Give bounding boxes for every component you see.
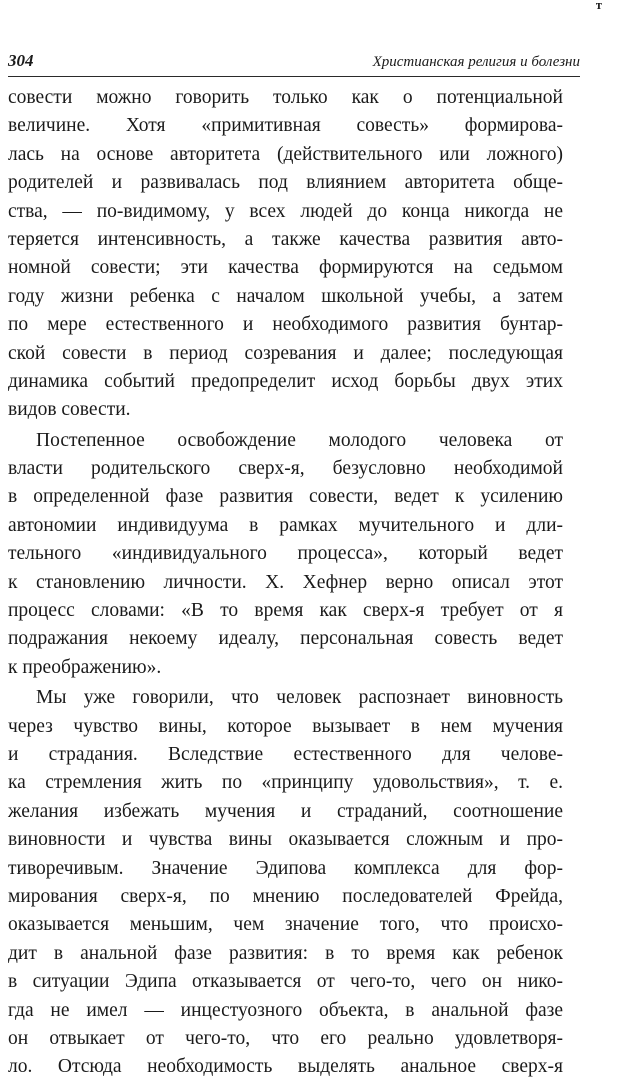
text-line: динамика событий предопределит исход борьбы двух этих [8, 370, 563, 392]
text-line: тельного «индивидуального процесса», который ведет [8, 543, 563, 565]
text-line: Мы уже говорили, что человек распознает виновность [36, 687, 563, 709]
text-line: гда не имел — инцестуозного объекта, в анальной фазе [8, 999, 563, 1021]
text-line: процесс словами: «В то время как сверх-я требует от я [8, 600, 563, 622]
running-title: Христианская религия и болезни [372, 54, 580, 70]
text-line: он отвыкает от чего-то, что его реально удовлетворя- [8, 1027, 563, 1049]
paragraph-1 [8, 84, 563, 425]
text-line: в определенной фазе развития совести, ведет к усилению [8, 486, 563, 508]
paragraph-3 [8, 684, 563, 1081]
paragraph-2 [8, 427, 563, 683]
text-line: к преображению». [8, 656, 162, 678]
text-line: Постепенное освобождение молодого человека от [36, 429, 563, 451]
text-line: ской совести в период созревания и далее; последующая [8, 342, 563, 364]
text-line: в ситуации Эдипа отказывается от чего-то, чего он нико- [8, 971, 563, 993]
text-line: ства, — по-видимому, у всех людей до конца никогда не [8, 200, 563, 222]
text-line: номной совести; эти качества формируются на седьмом [8, 257, 563, 279]
text-line: видов совести. [8, 399, 131, 421]
text-line: автономии индивидуума в рамках мучительного и дли- [8, 514, 563, 536]
body-text [8, 84, 563, 1082]
text-line: желания избежать мучения и страданий, соотношение [8, 800, 563, 822]
text-line: родителей и развивалась под влиянием авторитета обще- [8, 172, 563, 194]
text-line: мирования сверх-я, по мнению последователей Фрейда, [8, 885, 563, 907]
corner-mark: ᵀ [596, 1, 602, 17]
text-line: власти родительского сверх-я, безусловно необходимой [8, 458, 563, 480]
text-line: виновности и чувства вины оказывается сложным и про- [8, 829, 563, 851]
page-number: 304 [8, 51, 34, 70]
text-line: через чувство вины, которое вызывает в нем мучения [8, 715, 563, 737]
text-line: ка стремления жить по «принципу удовольствия», т. е. [8, 772, 563, 794]
text-line: подражания некоему идеалу, персональная совесть ведет [8, 628, 563, 650]
text-line: ло. Отсюда необходимость выделять анальное сверх-я [8, 1056, 563, 1078]
text-line: дит в анальной фазе развития: в то время как ребенок [8, 942, 563, 964]
text-line: величине. Хотя «примитивная совесть» формирова- [8, 115, 563, 137]
text-line: теряется интенсивность, а также качества развития авто- [8, 228, 563, 250]
text-line: лась на основе авторитета (действительного или ложного) [8, 143, 563, 165]
running-header [8, 50, 580, 77]
text-line: совести можно говорить только как о потенциальной [8, 87, 563, 108]
text-line: по мере естественного и необходимого развития бунтар- [8, 314, 563, 336]
text-line: тиворечивым. Значение Эдипова комплекса для фор- [8, 857, 563, 879]
text-line: к становлению личности. X. Хефнер верно описал этот [8, 571, 563, 593]
text-line: и страдания. Вследствие естественного для челове- [8, 743, 563, 765]
text-line: оказывается меньшим, чем значение того, что происхо- [8, 914, 563, 936]
text-line: году жизни ребенка с началом школьной учебы, а затем [8, 285, 563, 307]
